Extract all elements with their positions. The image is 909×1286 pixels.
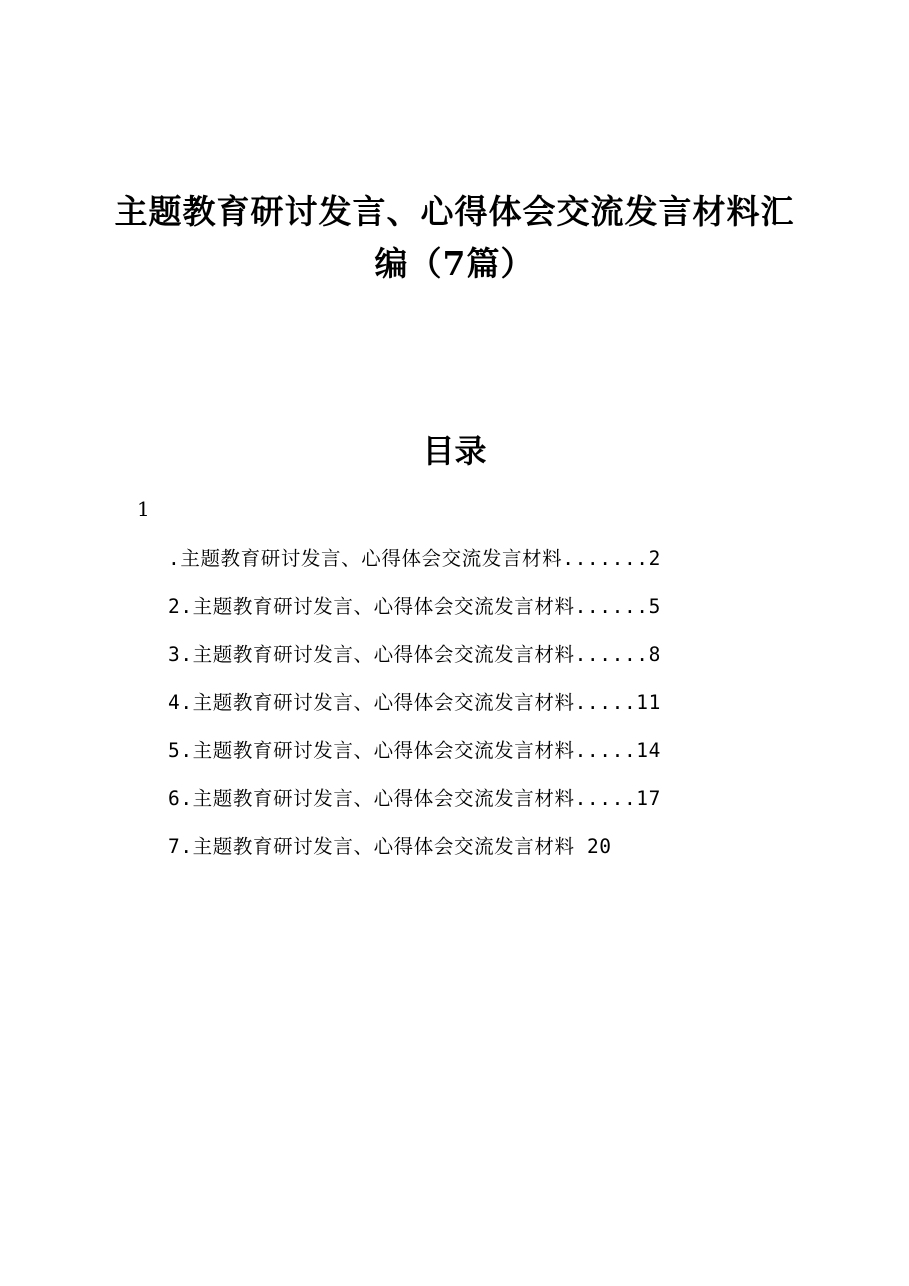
toc-entry-title: 5.主题教育研讨发言、心得体会交流发言材料 xyxy=(168,739,575,762)
toc-entry-page: 2 xyxy=(648,547,661,570)
toc-entry-leader: ..... xyxy=(574,739,637,762)
toc-entry-leader: ..... xyxy=(574,787,637,810)
toc-entry-page: 11 xyxy=(636,691,661,714)
toc-entry[interactable] xyxy=(168,779,768,827)
toc-entry-page: 14 xyxy=(636,739,661,762)
toc-entry-leader: ....... xyxy=(562,547,649,570)
toc-entry[interactable] xyxy=(168,731,768,779)
list-number: 1 xyxy=(137,497,150,521)
toc-entry-title: 4.主题教育研讨发言、心得体会交流发言材料 xyxy=(168,691,575,714)
toc-entry-title: 2.主题教育研讨发言、心得体会交流发言材料 xyxy=(168,595,575,618)
toc-entry-page: 5 xyxy=(648,595,661,618)
toc-entry[interactable] xyxy=(168,635,768,683)
toc-entry[interactable] xyxy=(168,683,768,731)
document-title xyxy=(0,186,909,290)
toc-entry[interactable] xyxy=(168,539,768,587)
document-title-line-2: 编（7篇） xyxy=(374,244,535,284)
toc-entry-title: .主题教育研讨发言、心得体会交流发言材料 xyxy=(168,547,563,570)
toc-entry[interactable] xyxy=(168,587,768,635)
toc-entry-page: 17 xyxy=(636,787,661,810)
toc-entry-page: 8 xyxy=(648,643,661,666)
toc-entry-title: 6.主题教育研讨发言、心得体会交流发言材料 xyxy=(168,787,575,810)
toc-heading: 目录 xyxy=(422,431,487,470)
document-title-line-1: 主题教育研讨发言、心得体会交流发言材料汇 xyxy=(114,192,795,232)
toc-entry-title: 3.主题教育研讨发言、心得体会交流发言材料 xyxy=(168,643,575,666)
toc-entry-leader: ...... xyxy=(574,595,649,618)
toc-entry-leader xyxy=(575,835,587,858)
toc-entry-leader: ..... xyxy=(574,691,637,714)
toc-entry-title: 7.主题教育研讨发言、心得体会交流发言材料 xyxy=(168,835,575,858)
toc-entry[interactable] xyxy=(168,827,768,875)
toc-entry-leader: ...... xyxy=(574,643,649,666)
table-of-contents xyxy=(168,539,768,875)
toc-entry-page: 20 xyxy=(586,835,612,858)
